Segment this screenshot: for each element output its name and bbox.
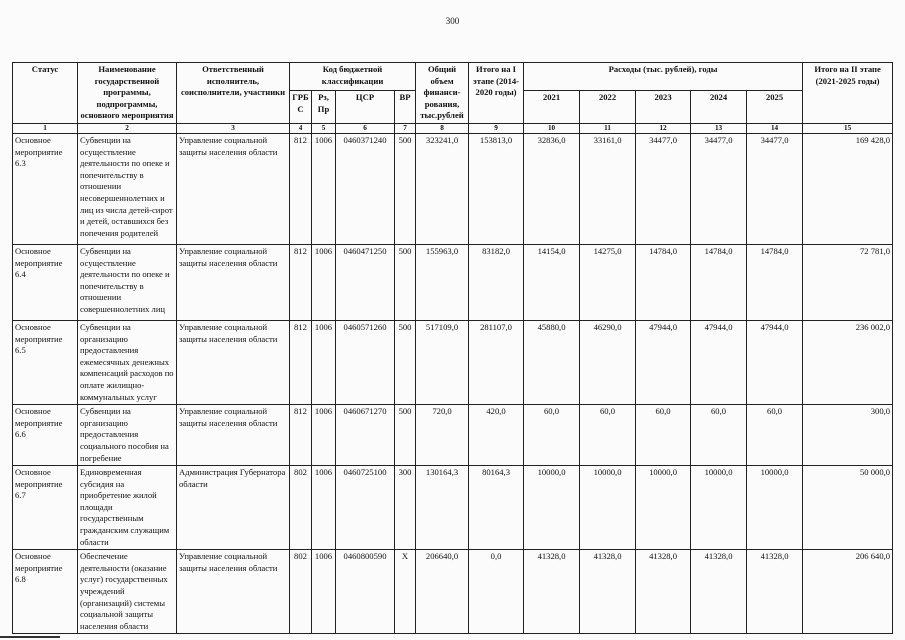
row-csr: 0460671270 — [336, 405, 395, 466]
row-rzpr: 1006 — [312, 320, 336, 404]
row-2024: 34477,0 — [691, 133, 747, 244]
budget-table — [12, 62, 893, 634]
table-row — [13, 133, 893, 244]
row-2021: 10000,0 — [524, 466, 580, 550]
row-stage1: 153813,0 — [469, 133, 524, 244]
row-csr: 0460471250 — [336, 244, 395, 320]
row-total: 517109,0 — [416, 320, 469, 404]
header-status: Статус — [13, 63, 78, 124]
row-grbs: 812 — [290, 405, 312, 466]
header-year-2025: 2025 — [747, 91, 803, 124]
row-2024: 14784,0 — [691, 244, 747, 320]
row-stage1: 420,0 — [469, 405, 524, 466]
row-csr: 0460371240 — [336, 133, 395, 244]
header-executor: Ответственный исполнитель, соисполнители, участники — [177, 63, 290, 124]
row-stage1: 80164,3 — [469, 466, 524, 550]
column-number: 5 — [312, 123, 336, 133]
row-2023: 14784,0 — [636, 244, 691, 320]
row-2024: 47944,0 — [691, 320, 747, 404]
row-executor: Управление социальной защиты населения области — [177, 320, 290, 404]
row-2021: 32836,0 — [524, 133, 580, 244]
row-name: Субвенции на организацию предоставления социального пособия на погребение — [78, 405, 177, 466]
row-csr: 0460725100 — [336, 466, 395, 550]
table-row — [13, 244, 893, 320]
column-number: 3 — [177, 123, 290, 133]
row-status: Основное мероприятие 6.4 — [13, 244, 78, 320]
row-grbs: 812 — [290, 320, 312, 404]
header-vr: ВР — [395, 91, 416, 124]
column-number: 15 — [803, 123, 893, 133]
row-csr: 0460571260 — [336, 320, 395, 404]
row-stage1: 0,0 — [469, 550, 524, 634]
column-number: 6 — [336, 123, 395, 133]
row-grbs: 812 — [290, 133, 312, 244]
row-2021: 41328,0 — [524, 550, 580, 634]
row-stage2: 169 428,0 — [803, 133, 893, 244]
row-2024: 60,0 — [691, 405, 747, 466]
row-vr: 500 — [395, 244, 416, 320]
table-row — [13, 466, 893, 550]
row-2023: 10000,0 — [636, 466, 691, 550]
row-stage1: 281107,0 — [469, 320, 524, 404]
row-2022: 46290,0 — [580, 320, 636, 404]
header-year-2024: 2024 — [691, 91, 747, 124]
header-name: Наименование государственной программы, подпрограммы, основного мероприятия — [78, 63, 177, 124]
row-vr: 300 — [395, 466, 416, 550]
row-stage2: 50 000,0 — [803, 466, 893, 550]
row-grbs: 802 — [290, 466, 312, 550]
row-2025: 34477,0 — [747, 133, 803, 244]
header-total-volume: Общий объем финанси-рования, тыс.рублей — [416, 63, 469, 124]
row-2023: 34477,0 — [636, 133, 691, 244]
column-number: 9 — [469, 123, 524, 133]
header-year-2023: 2023 — [636, 91, 691, 124]
row-name: Субвенции на осуществление деятельности по опеке и попечительству в отношении несовершеннолетних и лиц из числа детей-сирот и детей, оставшихся без попечения родителей — [78, 133, 177, 244]
row-2023: 41328,0 — [636, 550, 691, 634]
row-name: Субвенции на организацию предоставления ежемесячных денежных компенсаций расходов по оплате жилищно-коммунальных услуг — [78, 320, 177, 404]
row-vr: 500 — [395, 320, 416, 404]
column-number: 12 — [636, 123, 691, 133]
row-name: Обеспечение деятельности (оказание услуг) государственных учреждений (организаций) системы социальной защиты населения области — [78, 550, 177, 634]
row-2023: 60,0 — [636, 405, 691, 466]
row-vr: 500 — [395, 133, 416, 244]
row-executor: Администрация Губернатора области — [177, 466, 290, 550]
row-executor: Управление социальной защиты населения области — [177, 550, 290, 634]
column-number: 7 — [395, 123, 416, 133]
row-rzpr: 1006 — [312, 550, 336, 634]
header-budget-code: Код бюджетной классификации — [290, 63, 416, 91]
row-2024: 10000,0 — [691, 466, 747, 550]
row-rzpr: 1006 — [312, 466, 336, 550]
row-vr: 500 — [395, 405, 416, 466]
header-year-2021: 2021 — [524, 91, 580, 124]
column-number: 10 — [524, 123, 580, 133]
row-rzpr: 1006 — [312, 133, 336, 244]
column-number: 14 — [747, 123, 803, 133]
row-2025: 10000,0 — [747, 466, 803, 550]
row-2021: 60,0 — [524, 405, 580, 466]
row-2025: 60,0 — [747, 405, 803, 466]
column-number: 2 — [78, 123, 177, 133]
row-status: Основное мероприятие 6.7 — [13, 466, 78, 550]
column-number: 11 — [580, 123, 636, 133]
page-edge-line — [0, 636, 60, 638]
row-name: Субвенции на осуществление деятельности по опеке и попечительству в отношении совершеннолетних лиц — [78, 244, 177, 320]
row-2021: 45880,0 — [524, 320, 580, 404]
row-2025: 14784,0 — [747, 244, 803, 320]
row-status: Основное мероприятие 6.8 — [13, 550, 78, 634]
header-year-2022: 2022 — [580, 91, 636, 124]
column-number: 1 — [13, 123, 78, 133]
row-vr: Х — [395, 550, 416, 634]
row-rzpr: 1006 — [312, 244, 336, 320]
row-executor: Управление социальной защиты населения области — [177, 405, 290, 466]
header-stage1: Итого на I этапе (2014-2020 годы) — [469, 63, 524, 124]
row-2021: 14154,0 — [524, 244, 580, 320]
row-status: Основное мероприятие 6.5 — [13, 320, 78, 404]
row-stage2: 300,0 — [803, 405, 893, 466]
row-2024: 41328,0 — [691, 550, 747, 634]
row-2023: 47944,0 — [636, 320, 691, 404]
header-row-top — [13, 63, 893, 91]
row-2022: 33161,0 — [580, 133, 636, 244]
row-grbs: 812 — [290, 244, 312, 320]
row-stage2: 72 781,0 — [803, 244, 893, 320]
row-2025: 47944,0 — [747, 320, 803, 404]
row-rzpr: 1006 — [312, 405, 336, 466]
column-number: 4 — [290, 123, 312, 133]
row-total: 155963,0 — [416, 244, 469, 320]
table-row — [13, 320, 893, 404]
table-row — [13, 405, 893, 466]
row-2025: 41328,0 — [747, 550, 803, 634]
page-number: 300 — [445, 16, 460, 26]
row-stage2: 206 640,0 — [803, 550, 893, 634]
header-csr: ЦСР — [336, 91, 395, 124]
row-stage2: 236 002,0 — [803, 320, 893, 404]
row-csr: 0460800590 — [336, 550, 395, 634]
column-number: 8 — [416, 123, 469, 133]
row-name: Единовременная субсидия на приобретение жилой площади государственным гражданским служащим области — [78, 466, 177, 550]
row-total: 720,0 — [416, 405, 469, 466]
row-executor: Управление социальной защиты населения области — [177, 244, 290, 320]
row-total: 323241,0 — [416, 133, 469, 244]
table-row — [13, 550, 893, 634]
row-total: 206640,0 — [416, 550, 469, 634]
row-grbs: 802 — [290, 550, 312, 634]
column-number-row — [13, 123, 893, 133]
header-stage2: Итого на II этапе (2021-2025 годы) — [803, 63, 893, 124]
column-number: 13 — [691, 123, 747, 133]
row-total: 130164,3 — [416, 466, 469, 550]
row-2022: 10000,0 — [580, 466, 636, 550]
header-rzpr: Рз, Пр — [312, 91, 336, 124]
row-2022: 60,0 — [580, 405, 636, 466]
row-2022: 14275,0 — [580, 244, 636, 320]
header-expenses: Расходы (тыс. рублей), годы — [524, 63, 803, 91]
row-status: Основное мероприятие 6.3 — [13, 133, 78, 244]
row-status: Основное мероприятие 6.6 — [13, 405, 78, 466]
row-2022: 41328,0 — [580, 550, 636, 634]
header-grbs: ГРБ С — [290, 91, 312, 124]
row-executor: Управление социальной защиты населения области — [177, 133, 290, 244]
row-stage1: 83182,0 — [469, 244, 524, 320]
